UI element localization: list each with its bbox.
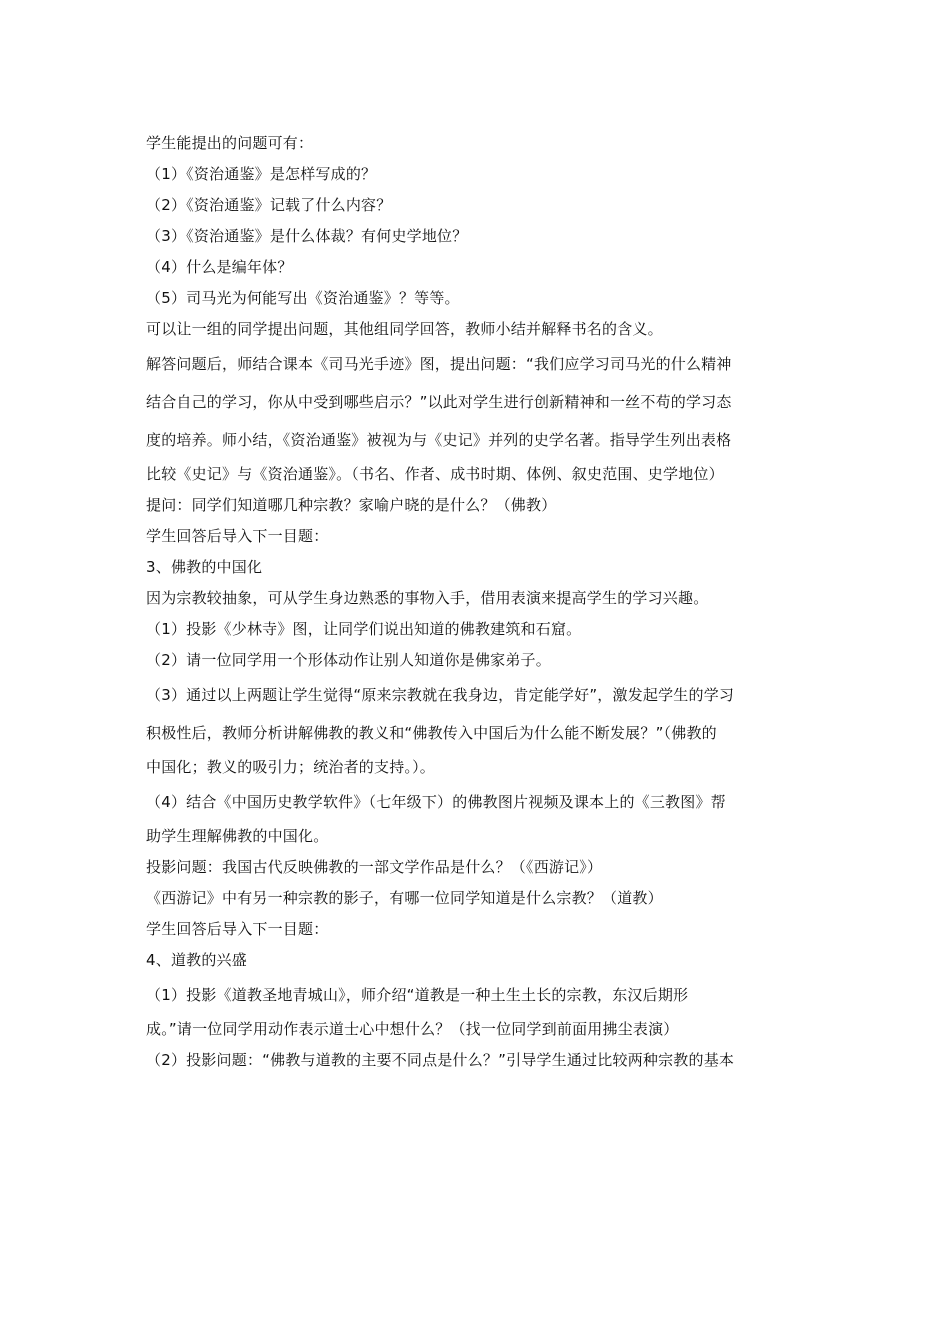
text-line: （3）通过以上两题让学生觉得“原来宗教就在我身边，肯定能学好”，激发起学生的学习 [146,686,735,704]
text-line: 学生能提出的问题可有： [146,134,314,152]
text-line: （4）什么是编年体？ [146,258,293,276]
text-line: （2）投影问题：“佛教与道教的主要不同点是什么？”引导学生通过比较两种宗教的基本 [146,1051,735,1069]
text-line: 中国化；教义的吸引力；统治者的支持。）。 [146,758,436,776]
document-body [146,128,810,1076]
text-line: 积极性后，教师分析讲解佛教的教义和“佛教传入中国后为什么能不断发展？”（佛教的 [146,724,717,742]
text-line: （2）《资治通鉴》记载了什么内容？ [146,196,392,214]
text-line: 3、佛教的中国化 [146,558,263,576]
text-line: 可以让一组的同学提出问题，其他组同学回答，教师小结并解释书名的含义。 [146,320,663,338]
text-line: （4）结合《中国历史教学软件》（七年级下）的佛教图片视频及课本上的《三教图》帮 [146,793,726,811]
text-line: 度的培养。师小结，《资治通鉴》被视为与《史记》并列的史学名著。指导学生列出表格 [146,431,732,449]
text-line: 4、道教的兴盛 [146,951,247,969]
text-line: 投影问题：我国古代反映佛教的一部文学作品是什么？（《西游记》） [146,858,603,876]
text-line: （1）《资治通鉴》是怎样写成的？ [146,165,377,183]
text-line: 比较《史记》与《资治通鉴》。（书名、作者、成书时期、体例、叙史范围、史学地位） [146,465,724,483]
text-line: 学生回答后导入下一目题： [146,527,329,545]
text-line: 提问：同学们知道哪几种宗教？家喻户晓的是什么？（佛教） [146,496,557,514]
text-line: （1）投影《道教圣地青城山》，师介绍“道教是一种土生土长的宗教，东汉后期形 [146,986,689,1004]
text-line: （5）司马光为何能写出《资治通鉴》？等等。 [146,289,460,307]
text-line: （2）请一位同学用一个形体动作让别人知道你是佛家弟子。 [146,651,551,669]
text-line: 结合自己的学习，你从中受到哪些启示？”以此对学生进行创新精神和一丝不苟的学习态 [146,393,732,411]
text-line: 助学生理解佛教的中国化。 [146,827,329,845]
text-line: 解答问题后，师结合课本《司马光手迹》图，提出问题：“我们应学习司马光的什么精神 [146,355,732,373]
text-line: 成。”请一位同学用动作表示道士心中想什么？（找一位同学到前面用拂尘表演） [146,1020,679,1038]
text-line: （3）《资治通鉴》是什么体裁？有何史学地位？ [146,227,468,245]
text-line: （1）投影《少林寺》图，让同学们说出知道的佛教建筑和石窟。 [146,620,582,638]
text-line: 《西游记》中有另一种宗教的影子，有哪一位同学知道是什么宗教？（道教） [146,889,663,907]
text-line: 因为宗教较抽象，可从学生身边熟悉的事物入手，借用表演来提高学生的学习兴趣。 [146,589,709,607]
text-line: 学生回答后导入下一目题： [146,920,329,938]
